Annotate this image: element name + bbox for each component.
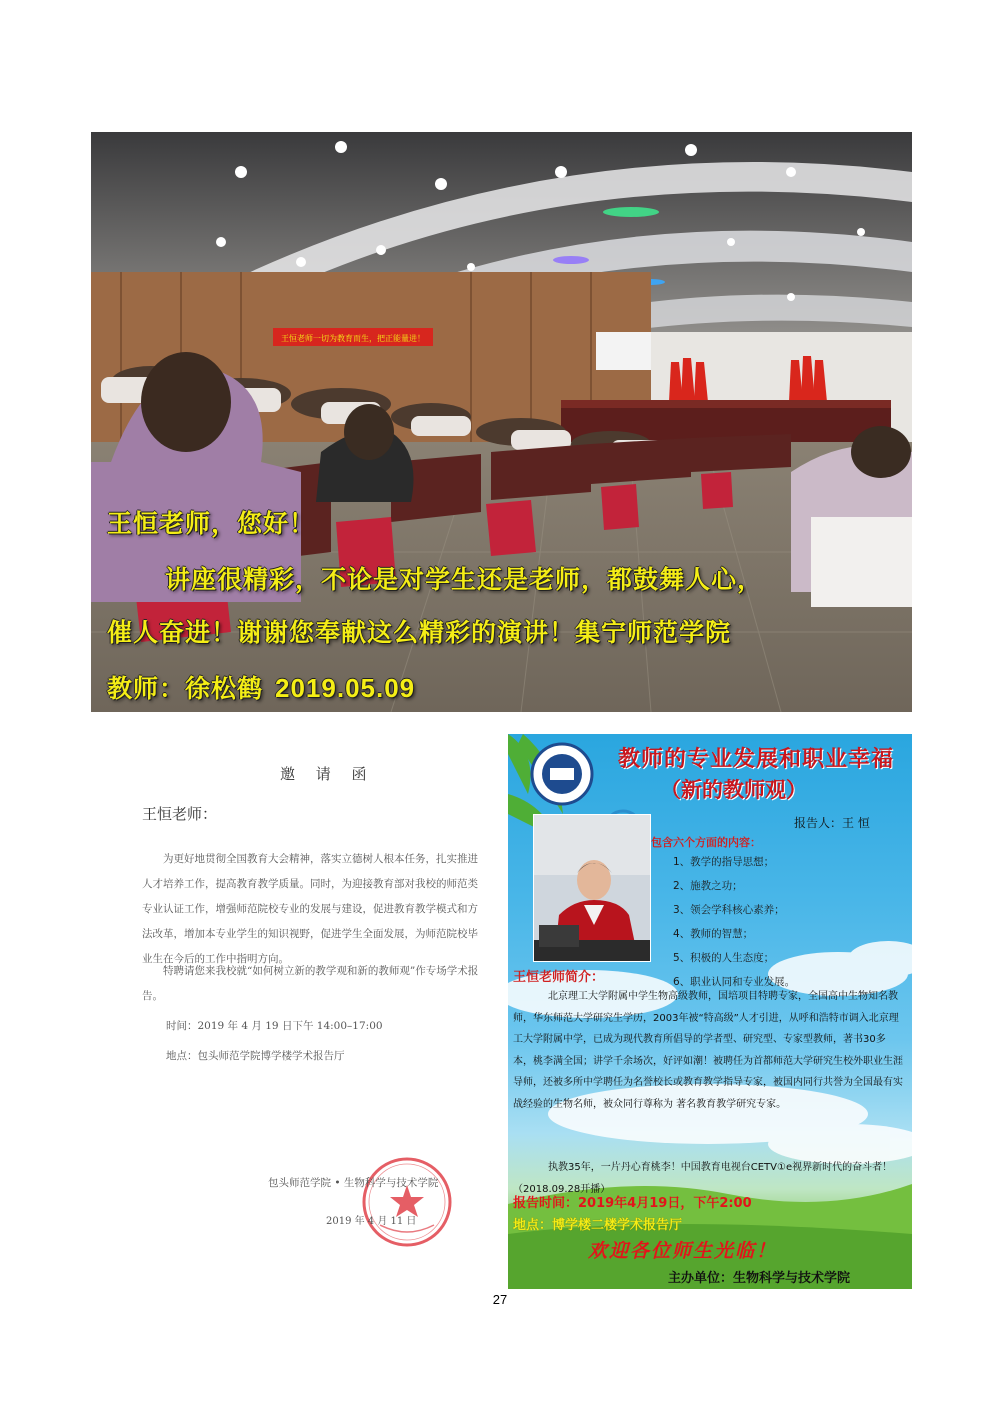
poster-bio-title: 王恒老师简介：: [513, 970, 605, 985]
letter-title: 邀 请 函: [280, 765, 375, 783]
poster-title: 教师的专业发展和职业幸福: [618, 747, 895, 772]
poster-time: 报告时间：2019年4月19日，下午2:00: [513, 1196, 752, 1211]
letter-paragraph: 为更好地贯彻全国教育大会精神，落实立德树人根本任务，扎实推进人才培养工作，提高教育教学质量。同时，为迎接教育部对我校的师范类专业认证工作，增强师范院校专业的发展与建设，促进教育教学模式和方法改革，增加本专业学生的知识视野，促进学生全面发展，为师范院校毕业生在今后的工作中指明方向。: [142, 853, 478, 965]
official-seal-icon: [360, 1155, 454, 1249]
lecture-hall-photo: [91, 132, 912, 712]
poster-place: 地点：博学楼二楼学术报告厅: [513, 1218, 683, 1233]
letter-paragraph: 特聘请您来我校就“如何树立新的教学观和新的教师观”作专场学术报告。: [142, 965, 479, 1002]
poster-subtitle: （新的教师观）: [660, 778, 807, 802]
speaker-portrait-icon: [534, 815, 651, 962]
poster-welcome: 欢迎各位师生光临！: [588, 1240, 778, 1262]
list-item: 6、职业认同和专业发展。: [673, 976, 796, 988]
list-item: 2、施教之功；: [673, 880, 743, 892]
poster-host: 主办单位：生物科学与技术学院: [668, 1271, 851, 1286]
list-item: 3、领会学科核心素养；: [673, 904, 785, 916]
letter-salutation: 王恒老师：: [142, 805, 218, 823]
list-item: 1、教学的指导思想；: [673, 856, 775, 868]
overlay-signature-line: [107, 669, 415, 705]
poster-contents-list: [673, 854, 795, 998]
overlay-thanks-line: 催人奋进！谢谢您奉献这么精彩的演讲！集宁师范学院: [107, 618, 732, 647]
overlay-greeting: 王恒老师，您好！: [107, 509, 316, 538]
poster-bio: 北京理工大学附属中学生物高级教师，国培项目特聘专家，全国高中生物知名教师，华东师范大学研究生学历，2003年被“特高级”人才引进，从呼和浩特市调入北京理工大学附属中学，已成为现代教育所倡导的学者型、研究型、专家型教师，著书30多本，桃李满全国；讲学千余场次，好评如潮！被聘任为首都师范大学研究生校外职业生涯导师，还被多所中学聘任为名誉校长或教育教学指导专家，被国内同行共誉为全国最有实战经验的生物名师，被众同行尊称为 著名教育教学研究专家。: [513, 991, 903, 1110]
poster-bio-extra: 执教35年，一片丹心育桃李！中国教育电视台CETV①e视界新时代的奋斗者！（2018.09.28开播）: [513, 1162, 893, 1195]
poster-contents-title: 包含六个方面的内容：: [651, 836, 761, 849]
invitation-letter: [120, 745, 490, 1255]
poster-speaker: 报告人：王 恒: [794, 816, 870, 830]
list-item: 5、积极的人生态度；: [673, 952, 775, 964]
list-item: 4、教师的智慧；: [673, 928, 754, 940]
letter-time: 时间：2019 年 4 月 19 日下午 14:00–17:00: [166, 1020, 383, 1032]
overlay-date: 2019.05.09: [275, 673, 416, 703]
overlay-praise-line: 讲座很精彩，不论是对学生还是老师，都鼓舞人心，: [165, 565, 764, 594]
overlay-signature: 教师：徐松鹤: [107, 674, 264, 703]
banner-text: 王恒老师一切为教育而生，把正能量进！: [281, 334, 425, 343]
letter-signature-org: 包头师范学院 • 生物科学与技术学院: [268, 1177, 439, 1189]
speaker-photo: [533, 814, 651, 962]
letter-place: 地点：包头师范学院博学楼学术报告厅: [166, 1050, 345, 1062]
page-number: 27: [492, 1292, 508, 1307]
lecture-poster: [508, 734, 912, 1289]
letter-signature-date: 2019 年 4 月 11 日: [326, 1216, 417, 1227]
